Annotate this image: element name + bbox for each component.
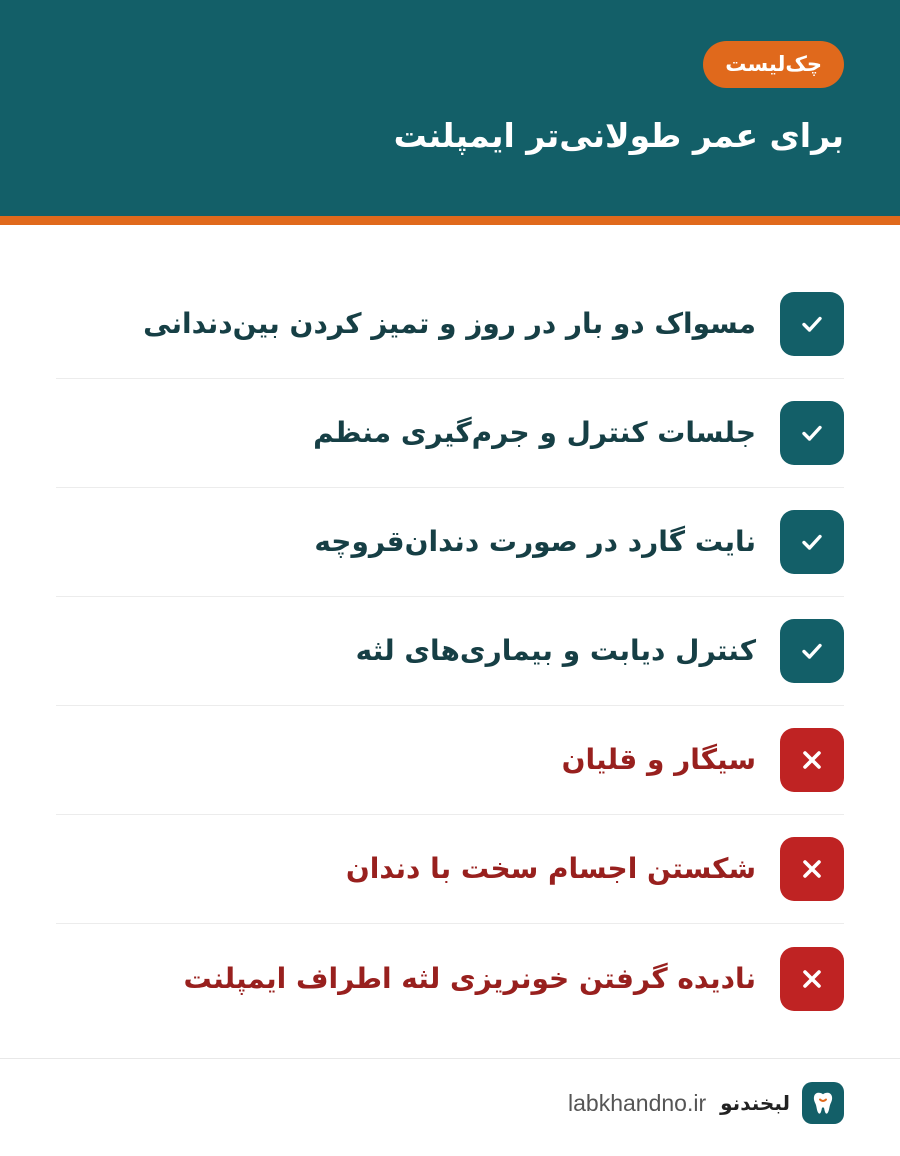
check-icon bbox=[780, 292, 844, 356]
check-icon bbox=[780, 619, 844, 683]
checklist-badge: چک‌لیست bbox=[703, 41, 844, 88]
check-icon bbox=[780, 510, 844, 574]
checklist-item-dont bbox=[56, 706, 844, 815]
footer bbox=[568, 1081, 844, 1125]
checklist-item-text: جلسات کنترل و جرم‌گیری منظم bbox=[313, 416, 756, 449]
cross-icon bbox=[780, 947, 844, 1011]
checklist-item-text: نادیده گرفتن خونریزی لثه اطراف ایمپلنت bbox=[183, 961, 756, 995]
header bbox=[0, 0, 900, 216]
checklist-item-do bbox=[56, 597, 844, 706]
checklist-item-text: نایت گارد در صورت دندان‌قروچه bbox=[314, 525, 756, 558]
page-title: برای عمر طولانی‌تر ایمپلنت bbox=[393, 116, 844, 155]
checklist-item-text: کنترل دیابت و بیماری‌های لثه bbox=[355, 634, 756, 667]
checklist-item-text: مسواک دو بار در روز و تمیز کردن بین‌دندانی bbox=[143, 307, 756, 340]
check-icon bbox=[780, 401, 844, 465]
brand-name: لبخندنو bbox=[720, 1091, 790, 1115]
header-accent-stripe bbox=[0, 216, 900, 225]
checklist-item-text: شکستن اجسام سخت با دندان bbox=[345, 852, 756, 885]
checklist bbox=[56, 270, 844, 1033]
checklist-item-do bbox=[56, 379, 844, 488]
checklist-item-text: سیگار و قلیان bbox=[561, 743, 756, 776]
cross-icon bbox=[780, 837, 844, 901]
checklist-item-do bbox=[56, 488, 844, 597]
checklist-item-dont bbox=[56, 924, 844, 1033]
website-link[interactable]: labkhandno.ir bbox=[568, 1089, 707, 1116]
checklist-item-do bbox=[56, 270, 844, 379]
footer-divider bbox=[0, 1058, 900, 1059]
tooth-icon bbox=[802, 1082, 844, 1124]
cross-icon bbox=[780, 728, 844, 792]
checklist-item-dont bbox=[56, 815, 844, 924]
